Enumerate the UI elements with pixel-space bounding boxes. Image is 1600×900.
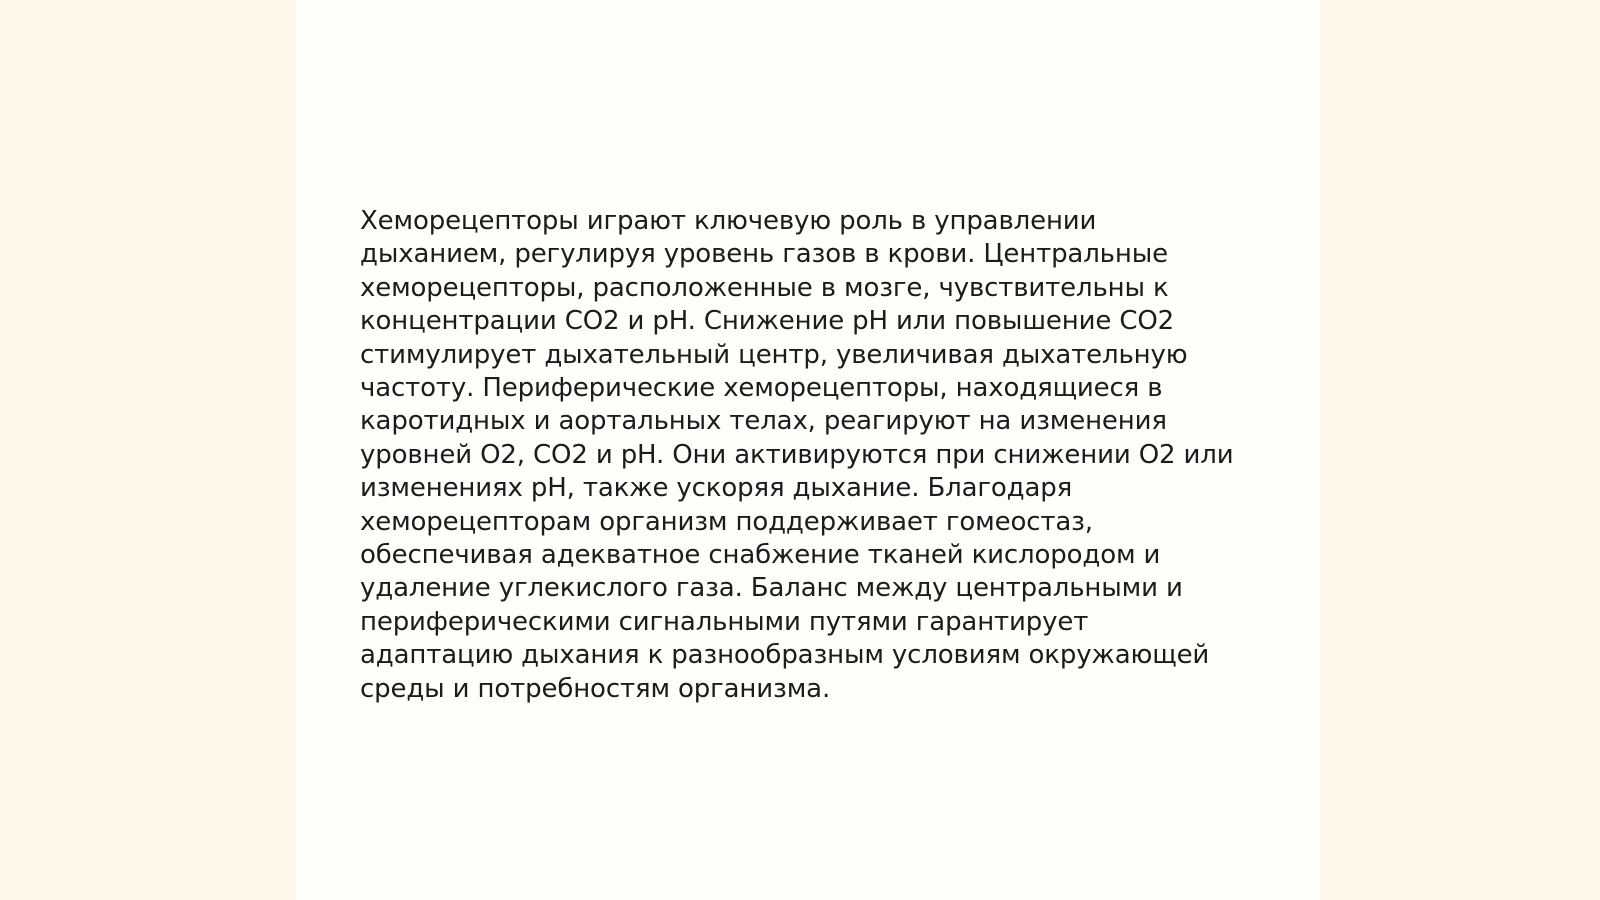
text-line: обеспечивая адекватное снабжение тканей кислородом и — [360, 540, 1161, 571]
text-line: хеморецепторы, расположенные в мозге, чувствительны к — [360, 272, 1169, 303]
text-line: частоту. Периферические хеморецепторы, находящиеся в — [360, 373, 1163, 404]
text-line: среды и потребностям организма. — [360, 673, 831, 704]
text-line: Хеморецепторы играют ключевую роль в управлении — [360, 206, 1097, 236]
body-paragraph — [360, 205, 1260, 706]
text-line: удаление углекислого газа. Баланс между центральными и — [360, 573, 1183, 604]
text-line: изменениях pH, также ускоряя дыхание. Благодаря — [360, 473, 1073, 504]
text-line: периферическими сигнальными путями гарантирует — [360, 606, 1089, 637]
text-line: дыханием, регулируя уровень газов в крови. Центральные — [360, 239, 1168, 270]
text-line: уровней O2, CO2 и pH. Они активируются при снижении O2 или — [360, 439, 1234, 470]
text-line: хеморецепторам организм поддерживает гомеостаз, — [360, 506, 1093, 537]
slide-page — [296, 0, 1320, 900]
text-line: стимулирует дыхательный центр, увеличивая дыхательную — [360, 339, 1188, 370]
text-line: каротидных и аортальных телах, реагируют на изменения — [360, 406, 1167, 437]
text-line: концентрации CO2 и pH. Снижение pH или повышение CO2 — [360, 306, 1175, 337]
text-line: адаптацию дыхания к разнообразным условиям окружающей — [360, 640, 1210, 671]
